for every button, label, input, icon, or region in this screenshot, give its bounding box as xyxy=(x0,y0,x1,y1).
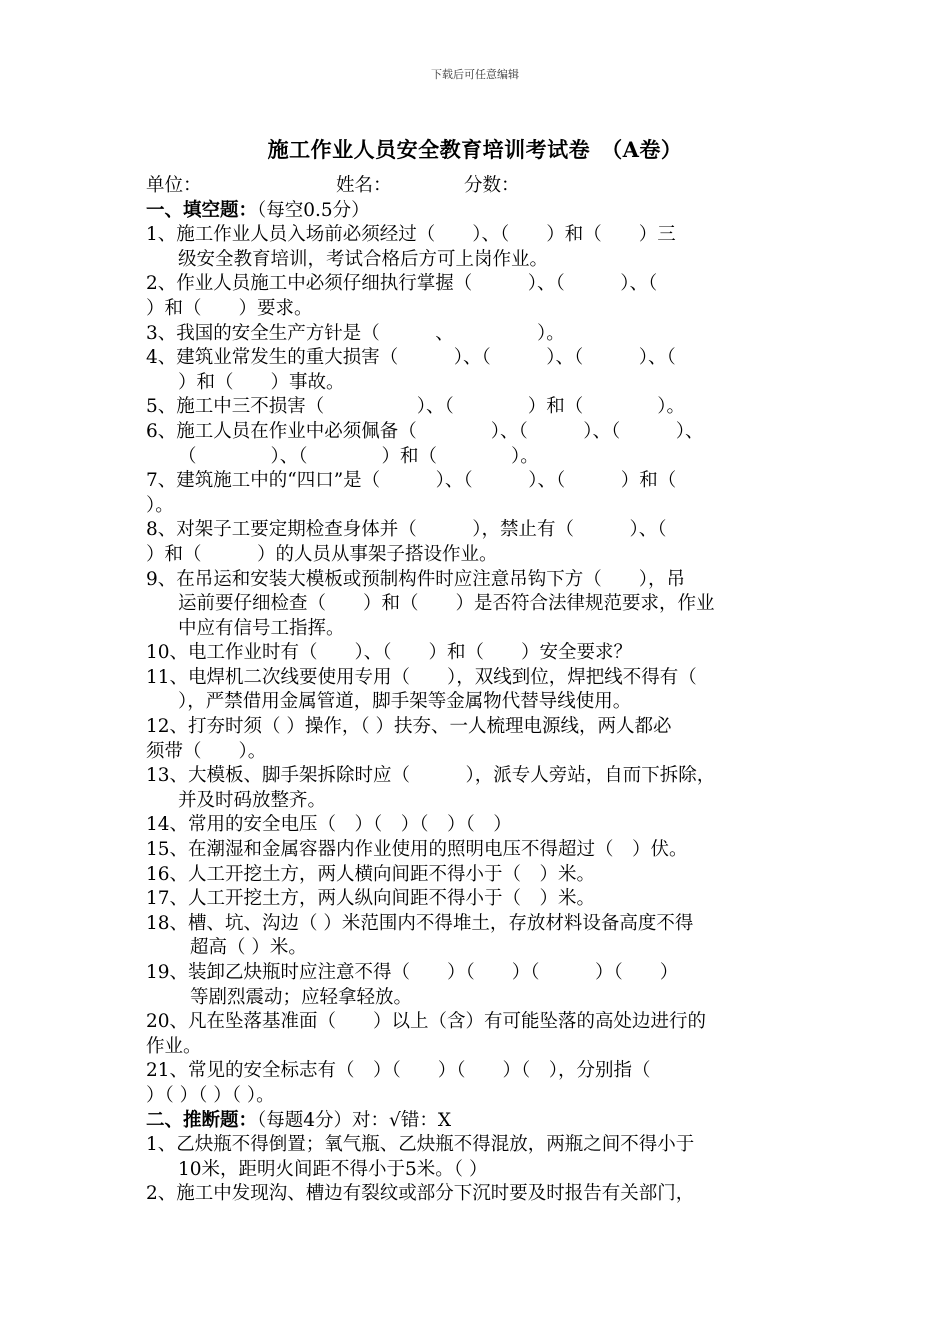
question-line: 11、电焊机二次线要使用专用（ ），双线到位，焊把线不得有（ xyxy=(146,666,697,688)
question-line: 中应有信号工指挥。 xyxy=(178,617,345,639)
question-line: 6、施工人员在作业中必须佩备（ ）、（ ）、（ ）、 xyxy=(146,420,704,442)
question-line: ）和（ ）要求。 xyxy=(146,297,313,319)
question-line: 12、打夯时须（ ）操作，（ ）扶夯、一人梳理电源线，两人都必 xyxy=(146,716,672,738)
info-row xyxy=(146,174,818,199)
question-line: 超高（ ）米。 xyxy=(190,937,307,959)
name-field: 姓名： xyxy=(336,175,392,196)
section-note: （每题4分）对：√错：X xyxy=(257,1109,451,1131)
question-line: ）和（ ）的人员从事架子搭设作业。 xyxy=(146,543,498,565)
section-title: 一、填空题： xyxy=(146,199,258,221)
page-title: 施工作业人员安全教育培训考试卷 （A卷） xyxy=(267,137,683,162)
question-line: ）和（ ）事故。 xyxy=(178,371,345,393)
question-line: 20、凡在坠落基准面（ ）以上（含）有可能坠落的高处边进行的 xyxy=(146,1011,707,1033)
fill-questions-part1 xyxy=(146,223,818,641)
question-line: 并及时码放整齐。 xyxy=(178,789,327,811)
question-line: 2、作业人员施工中必须仔细执行掌握（ ）、（ ）、（ xyxy=(146,273,658,295)
question-line: 作业。 xyxy=(146,1035,202,1057)
judge-questions xyxy=(146,1133,818,1207)
question-line: 13、大模板、脚手架拆除时应（ ），派专人旁站，自而下拆除， xyxy=(146,765,716,787)
question-line: ），严禁借用金属管道，脚手架等金属物代替导线使用。 xyxy=(178,691,632,713)
question-line: 4、建筑业常发生的重大损害（ ）、（ ）、（ ）、（ xyxy=(146,347,676,369)
question-line: 1、施工作业人员入场前必须经过（ ）、（ ）和（ ）三 xyxy=(146,224,676,246)
question-line: 7、建筑施工中的“四口”是（ ）、（ ）、（ ）和（ xyxy=(146,470,677,492)
question-line: 3、我国的安全生产方针是（ 、 ）。 xyxy=(146,322,565,344)
question-line: 级安全教育培训，考试合格后方可上岗作业。 xyxy=(178,248,549,270)
question-line: 运前要仔细检查（ ）和（ ）是否符合法律规范要求，作业 xyxy=(178,593,715,615)
question-line: 等剧烈震动；应轻拿轻放。 xyxy=(190,986,413,1008)
section-title: 二、推断题： xyxy=(146,1109,258,1131)
question-line: 10、电工作业时有（ ）、（ ）和（ ）安全要求？ xyxy=(146,642,633,664)
question-line: 1、乙炔瓶不得倒置；氧气瓶、乙炔瓶不得混放，两瓶之间不得小于 xyxy=(146,1134,695,1156)
question-line: 须带（ ）。 xyxy=(146,740,267,762)
question-line: 18、槽、坑、沟边（ ）米范围内不得堆土，存放材料设备高度不得 xyxy=(146,912,694,934)
question-line: 8、对架子工要定期检查身体并（ ），禁止有（ ）、（ xyxy=(146,519,667,541)
question-line: ）。 xyxy=(146,494,174,516)
question-line: 17、人工开挖土方，两人纵向间距不得小于（ ）米。 xyxy=(146,888,596,910)
question-line: ）（ ）（ ）（ ）。 xyxy=(146,1084,275,1106)
question-line: 9、在吊运和安装大模板或预制构件时应注意吊钩下方（ ），吊 xyxy=(146,568,686,590)
question-line: 2、施工中发现沟、槽边有裂纹或部分下沉时要及时报告有关部门， xyxy=(146,1183,695,1205)
exam-body xyxy=(146,174,818,1207)
question-line: 5、施工中三不损害（ ）、（ ）和（ ）。 xyxy=(146,396,686,418)
header-note: 下载后可任意编辑 xyxy=(431,68,519,81)
unit-field: 单位： xyxy=(146,175,202,196)
question-line: 14、常用的安全电压（ ）（ ）（ ）（ ） xyxy=(146,814,512,836)
section-note: （每空0.5分） xyxy=(257,199,370,221)
question-line: 15、在潮湿和金属容器内作业使用的照明电压不得超过（ ）伏。 xyxy=(146,839,688,861)
section-heading-judge xyxy=(146,1109,818,1134)
question-line: （ ）、（ ）和（ ）。 xyxy=(178,445,539,467)
question-line: 10米，距明火间距不得小于5米。（ ） xyxy=(178,1158,488,1180)
score-field: 分数： xyxy=(464,175,520,196)
question-line: 16、人工开挖土方，两人横向间距不得小于（ ）米。 xyxy=(146,863,596,885)
fill-questions-part2 xyxy=(146,641,818,1108)
section-heading-fill xyxy=(146,199,818,224)
question-line: 19、装卸乙炔瓶时应注意不得（ ）（ ）（ ）（ ） xyxy=(146,962,679,983)
question-line: 21、常见的安全标志有（ ）（ ）（ ）（ ），分别指（ xyxy=(146,1060,651,1082)
